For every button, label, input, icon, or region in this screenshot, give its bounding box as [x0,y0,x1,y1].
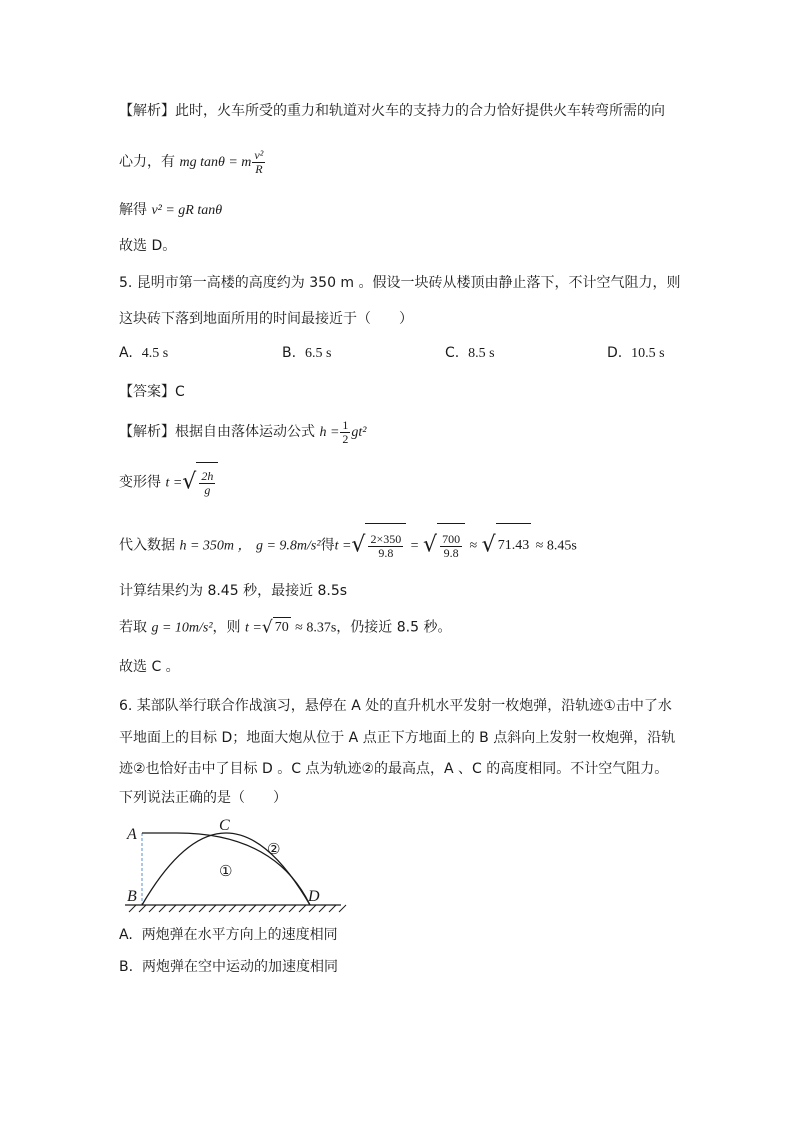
substitution-prefix: 代入数据 [119,537,175,554]
alt-then: ，则 [212,619,241,636]
approx-sign: ≈ [469,538,478,554]
option-text: 两炮弹在空中运动的加速度相同 [141,959,338,975]
alt-g: g = 10m/s² [151,620,213,636]
sqrt-icon: √ [182,469,197,495]
substitution-fraction-1 [368,533,403,560]
label-d: D [308,888,320,905]
option-value: 10.5 s [631,346,665,361]
fraction-numerator: 1 [342,417,349,432]
transform-fraction [199,470,215,497]
fraction-numerator: v² [254,147,264,162]
fraction-denominator: 2 [342,431,349,446]
q6-option-b [119,957,338,977]
freefall-formula-lhs: h = [319,425,340,440]
centripetal-fraction [252,149,265,176]
alt-prefix: 若取 [119,619,147,636]
ground-hatching [129,905,346,912]
q6-stem-line-2: 平地面上的目标 D；地面大炮从位于 A 点正下方地面上的 B 点斜向上发射一枚炮弹，沿轨 [119,730,676,746]
label-c: C [219,817,230,834]
q5-option-c [445,345,495,362]
sqrt-value: 71.43 [496,523,532,568]
q5-stem-line-2: 这块砖下落到地面所用的时间最接近于（ ） [119,311,413,327]
fraction-numerator: 2×350 [370,531,402,546]
q5-option-d [607,345,665,362]
answer-tag: 【答案】 [119,384,175,400]
analysis-line-2 [119,142,266,182]
analysis-line-1 [119,101,665,121]
q5-result-line: 计算结果约为 8.45 秒，最接近 8.5s [119,583,348,599]
q6-stem-line-1: 6. 某部队举行联合作战演习，悬停在 A 处的直升机水平发射一枚炮弹，沿轨迹①击中了水 [119,698,672,714]
q5-alt-line [119,617,451,639]
centripetal-eq-lhs: mg tanθ = m [179,155,252,170]
q5-transform-line [119,462,218,502]
alt-result: ≈ 8.37s [295,620,337,636]
q5-option-b [282,345,331,362]
q5-answer-line [119,382,185,402]
q6-stem-line-3: 迹②也恰好击中了目标 D 。C 点为轨迹②的最高点，A 、C 的高度相同。不计空气阻力。 [119,761,669,777]
fraction-denominator: R [255,161,263,176]
solve-line [119,200,222,221]
alt-t: t = [245,620,262,636]
q5-choose-line: 故选 C 。 [119,659,180,675]
trajectory-diagram [115,812,347,916]
solve-equation: v² = gR tanθ [151,203,223,218]
transform-lhs: t = [165,475,183,491]
approx-result: ≈ 8.45s [535,538,577,554]
option-label: B. [282,345,297,361]
choose-line-1: 故选 D。 [119,238,177,254]
q5-analysis-line [119,412,367,452]
option-text: 两炮弹在水平方向上的速度相同 [141,927,338,943]
fraction-denominator: 9.8 [443,545,459,560]
answer-value: C [175,384,185,400]
analysis-text: 根据自由落体运动公式 [175,424,315,440]
fraction-numerator: 700 [442,531,461,546]
label-a: A [127,826,137,843]
option-value: 6.5 s [304,346,332,361]
substitution-t: t = [334,538,352,554]
sqrt-icon: √ [423,532,438,558]
option-label: A. [119,927,133,943]
substitution-h: h = 350m ， [179,538,252,554]
q6-stem-line-4: 下列说法正确的是（ ） [119,790,287,806]
equals-sign: = [410,538,419,554]
q6-option-a [119,925,338,945]
fraction-numerator: 2h [201,468,214,483]
fraction-denominator: g [204,482,211,497]
q5-substitution-line [119,523,577,567]
centripetal-prefix: 心力，有 [119,154,175,170]
option-value: 8.5 s [468,346,495,361]
label-b: B [127,888,137,905]
option-label: B. [119,959,134,975]
alt-root: 70 [273,617,291,638]
fraction-denominator: 9.8 [378,545,394,560]
analysis-tag: 【解析】 [119,424,175,440]
sqrt-icon: √ [261,617,273,638]
freefall-formula-rhs: gt² [351,425,367,440]
sqrt-icon: √ [481,532,496,558]
label-path-2: ② [267,840,281,858]
transform-prefix: 变形得 [119,474,161,491]
alt-suffix: ，仍接近 8.5 秒。 [336,619,452,636]
sqrt-icon: √ [351,532,366,558]
option-value: 4.5 s [141,346,169,361]
q5-stem-line-1: 5. 昆明市第一高楼的高度约为 350 m 。假设一块砖从楼顶由静止落下，不计空气阻力，则 [119,275,681,291]
substitution-g: g = 9.8m/s² [255,538,321,554]
q5-option-a [119,345,168,362]
analysis-text: 此时，火车所受的重力和轨道对火车的支持力的合力恰好提供火车转弯所需的向 [175,103,665,119]
label-path-1: ① [219,862,233,880]
substitution-fraction-2 [440,533,462,560]
analysis-tag: 【解析】 [119,103,175,119]
option-label: C. [445,345,460,361]
option-label: A. [119,345,133,361]
solve-prefix: 解得 [119,202,147,218]
option-label: D. [607,345,623,361]
substitution-get: 得 [320,537,335,554]
half-fraction [340,419,350,446]
